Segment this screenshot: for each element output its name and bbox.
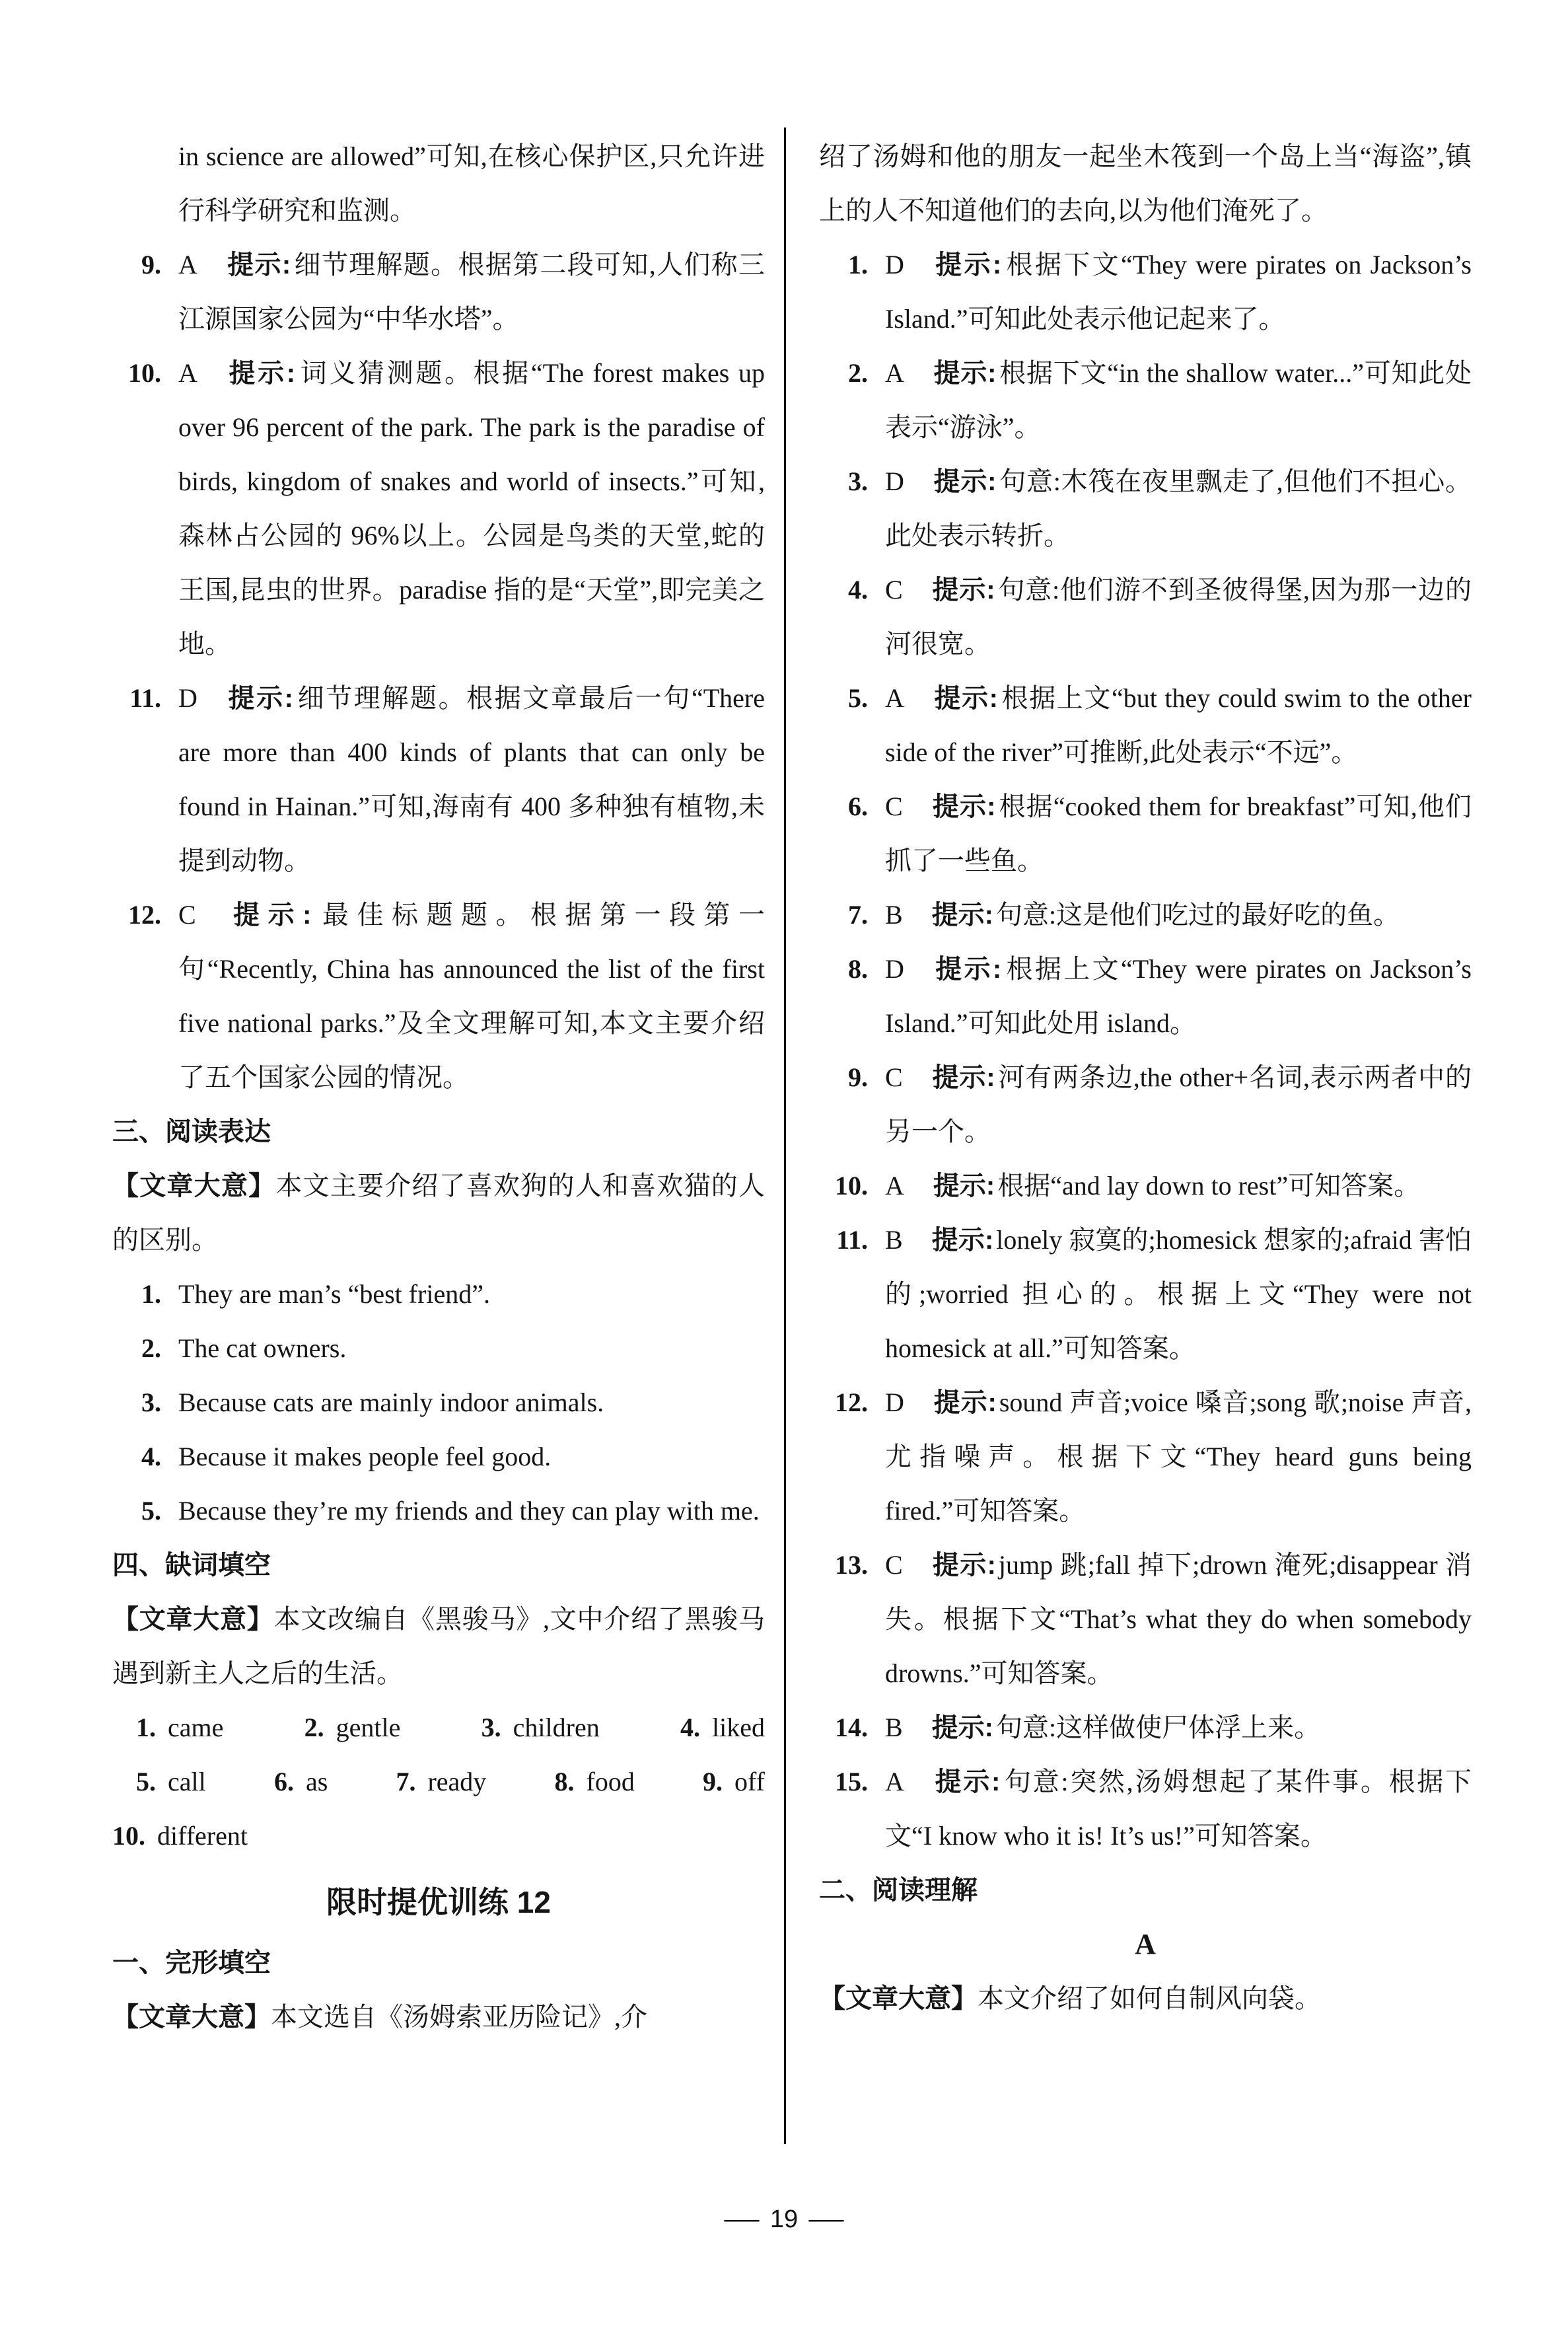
answer-item-6 <box>819 780 1472 888</box>
section-heading-reading-comprehension: 二、阅读理解 <box>819 1876 978 1905</box>
summary-text: 本文主要介绍了喜欢狗的人和喜欢猫的人的区别。 <box>112 1171 766 1255</box>
answer-letter: A <box>178 358 197 388</box>
answer-item-15 <box>819 1755 1472 1863</box>
answer-item-12 <box>819 1376 1472 1538</box>
answer-item-8 <box>819 942 1472 1051</box>
answer-item-5 <box>819 671 1472 780</box>
word-answer: 2. gentle <box>304 1713 401 1742</box>
word-answer: 1. came <box>136 1713 224 1742</box>
hint-label: 提示: <box>933 250 1002 279</box>
answer-item-4 <box>819 563 1472 671</box>
hint-label: 提示: <box>931 1551 996 1580</box>
item-number: 1. <box>141 1279 161 1309</box>
word-answer: 3. children <box>481 1713 600 1742</box>
answer-item-9 <box>819 1051 1472 1159</box>
answer-text: They are man’s “best friend”. <box>178 1279 491 1309</box>
item-number: 8. <box>848 954 868 984</box>
training-set-heading: 限时提优训练 12 <box>326 1885 551 1919</box>
hint-text: 根据上文“They were pirates on Jackson’s Island.”可知此处用 island。 <box>885 954 1472 1038</box>
item-number: 1. <box>848 250 868 279</box>
hint-text: 细节理解题。根据第二段可知,人们称三江源国家公园为“中华水塔”。 <box>178 250 765 334</box>
right-column <box>819 129 1472 2026</box>
item-number: 6. <box>848 792 868 821</box>
hint-text: 根据“and lay down to rest”可知答案。 <box>997 1171 1421 1200</box>
hint-text: lonely 寂寞的;homesick 想家的;afraid 害怕的;worried 担心的。根据上文“They were not homesick at all.”可知答案。 <box>885 1225 1472 1363</box>
hint-text: 根据下文“They were pirates on Jackson’s Island.”可知此处表示他记起来了。 <box>885 250 1472 334</box>
answer-item-13 <box>819 1538 1472 1701</box>
hint-label: 提示: <box>226 684 294 713</box>
answer-text: Because it makes people feel good. <box>178 1442 552 1471</box>
answer-item-11 <box>112 671 765 888</box>
hint-text: 句意:这样做使尸体浮上来。 <box>996 1713 1321 1742</box>
answer-letter: C <box>885 792 903 821</box>
summary-text: 本文介绍了如何自制风向袋。 <box>978 1983 1321 2013</box>
word-answer: 9. off <box>703 1767 765 1796</box>
passage-summary <box>112 1990 765 2044</box>
answer-item-4 <box>112 1430 765 1484</box>
answer-text: Because they’re my friends and they can play with me. <box>178 1496 760 1526</box>
word-answer: 7. ready <box>396 1767 487 1796</box>
summary-text: 本文改编自《黑骏马》,文中介绍了黑骏马遇到新主人之后的生活。 <box>112 1604 765 1688</box>
answer-letter: C <box>178 900 196 930</box>
item-number: 3. <box>141 1387 161 1417</box>
section-heading-word-fill: 四、缺词填空 <box>112 1551 271 1580</box>
item-number: 12. <box>128 900 161 930</box>
answer-item-1 <box>819 238 1472 346</box>
word-answer: 5. call <box>136 1767 206 1796</box>
word-answer: 6. as <box>273 1767 328 1796</box>
item-number: 4. <box>848 575 868 605</box>
answer-letter: A <box>885 683 904 713</box>
summary-label: 【文章大意】 <box>112 1605 274 1634</box>
hint-label: 提示: <box>933 359 997 388</box>
item-number: 15. <box>835 1767 868 1796</box>
answer-letter: D <box>885 954 904 984</box>
passage-summary <box>112 1592 765 1701</box>
paragraph-text: in science are allowed”可知,在核心保护区,只允许进行科学研究和监测。 <box>178 141 765 225</box>
column-divider <box>784 128 786 2144</box>
section-heading-cloze: 一、完形填空 <box>112 1948 271 1977</box>
answer-item-9 <box>112 238 765 346</box>
hint-label: 提示: <box>931 901 994 930</box>
answer-item-3 <box>819 455 1472 563</box>
summary-label: 【文章大意】 <box>819 1984 978 2013</box>
hint-label: 提示: <box>933 955 1002 984</box>
left-column <box>112 129 765 2044</box>
word-answer: 4. liked <box>680 1713 765 1742</box>
summary-text: 本文选自《汤姆索亚历险记》,介 <box>271 2002 647 2032</box>
hint-text: 词义猜测题。根据“The forest makes up over 96 percent of the park. The park is the paradise of birds, kingdom of snakes and world of insects.”可知,森林占公园的 96%以上。公园是鸟类的天堂,蛇的王国,昆虫的世界。paradise 指的是“天堂”,即完美之地。 <box>178 358 766 659</box>
hint-text: 河有两条边,the other+名词,表示两者中的另一个。 <box>885 1062 1472 1146</box>
summary-label: 【文章大意】 <box>112 2003 271 2032</box>
footer-right-dash: — <box>808 2205 844 2233</box>
hint-text: 句意:突然,汤姆想起了某件事。根据下文“I know who it is! It’s us!”可知答案。 <box>885 1767 1472 1851</box>
item-number: 13. <box>835 1550 868 1580</box>
hint-label: 提示: <box>931 575 995 605</box>
answer-letter: B <box>885 900 903 930</box>
hint-text: 细节理解题。根据文章最后一句“There are more than 400 kinds of plants that can only be found in Hainan.”可知,海南有 400 多种独有植物,未提到动物。 <box>178 683 766 875</box>
answer-text: The cat owners. <box>178 1333 347 1363</box>
answer-item-10 <box>819 1159 1472 1213</box>
item-number: 2. <box>141 1333 161 1363</box>
item-number: 7. <box>848 900 868 930</box>
answer-letter: B <box>885 1713 903 1742</box>
hint-label: 提示: <box>933 1171 995 1200</box>
passage-summary <box>819 1972 1472 2026</box>
answer-letter: D <box>885 250 904 279</box>
continuation-paragraph <box>819 129 1472 238</box>
item-number: 4. <box>141 1442 161 1471</box>
hint-text: 根据“cooked them for breakfast”可知,他们抓了一些鱼。 <box>885 792 1472 875</box>
hint-label: 提示: <box>226 250 291 279</box>
answer-letter: D <box>178 683 197 713</box>
answer-letter: C <box>885 575 903 605</box>
word-answer: 8. food <box>554 1767 635 1796</box>
answer-letter: A <box>885 1767 904 1796</box>
hint-label: 提示: <box>226 359 296 388</box>
hint-text: 最佳标题题。根据第一段第一句“Recently, China has announced the list of the first five national parks.”及全文理解可知,本文主要介绍了五个国家公园的情况。 <box>178 900 766 1092</box>
hint-text: 句意:木筏在夜里飘走了,但他们不担心。此处表示转折。 <box>885 466 1472 550</box>
item-number: 9. <box>141 250 161 279</box>
item-number: 11. <box>836 1225 868 1255</box>
hint-label: 提示: <box>933 1388 997 1417</box>
answer-letter: A <box>885 358 904 388</box>
item-number: 14. <box>835 1713 868 1742</box>
answer-letter: C <box>885 1062 903 1092</box>
footer-left-dash: — <box>724 2205 760 2233</box>
item-number: 5. <box>848 683 868 713</box>
item-number: 11. <box>129 683 161 713</box>
answer-item-10 <box>112 346 765 671</box>
hint-text: jump 跳;fall 掉下;drown 淹死;disappear 消失。根据下文“That’s what they do when somebody drowns.”可知答案。 <box>885 1550 1472 1688</box>
word-answers-row-2 <box>112 1755 765 1809</box>
continuation-paragraph <box>112 129 765 238</box>
word-answers-row-1 <box>112 1701 765 1755</box>
hint-text: sound 声音;voice 嗓音;song 歌;noise 声音,尤指噪声。根据下文“They heard guns being fired.”可知答案。 <box>885 1387 1472 1526</box>
hint-label: 提示: <box>931 1226 994 1255</box>
hint-text: 句意:这是他们吃过的最好吃的鱼。 <box>996 900 1400 930</box>
passage-summary <box>112 1159 765 1267</box>
hint-text: 根据上文“but they could swim to the other side of the river”可推断,此处表示“不远”。 <box>885 683 1472 767</box>
answer-item-1 <box>112 1267 765 1321</box>
page-footer <box>0 2205 1568 2234</box>
answer-letter: A <box>885 1171 904 1200</box>
answer-letter: A <box>178 250 197 279</box>
item-number: 10. <box>128 358 161 388</box>
answer-letter: D <box>885 466 904 496</box>
hint-label: 提示: <box>931 1063 995 1092</box>
hint-label: 提示: <box>931 1713 994 1742</box>
hint-label: 提示: <box>225 901 312 930</box>
section-heading-reading-expression: 三、阅读表达 <box>112 1117 271 1146</box>
hint-text: 句意:他们游不到圣彼得堡,因为那一边的河很宽。 <box>885 575 1472 659</box>
answer-item-5 <box>112 1484 765 1538</box>
word-answer: 10. different <box>112 1821 248 1851</box>
hint-label: 提示: <box>933 684 998 713</box>
summary-label: 【文章大意】 <box>112 1171 276 1200</box>
hint-text: 根据下文“in the shallow water...”可知此处表示“游泳”。 <box>885 358 1472 442</box>
answer-item-7 <box>819 888 1472 942</box>
answer-item-12 <box>112 888 765 1105</box>
answer-item-2 <box>112 1321 765 1376</box>
item-number: 9. <box>848 1062 868 1092</box>
hint-label: 提示: <box>931 792 996 821</box>
item-number: 10. <box>835 1171 868 1200</box>
hint-label: 提示: <box>933 1767 1001 1796</box>
item-number: 2. <box>848 358 868 388</box>
answer-letter: C <box>885 1550 903 1580</box>
page-number: 19 <box>769 2205 799 2233</box>
passage-letter-heading: A <box>1135 1928 1156 1960</box>
item-number: 5. <box>141 1496 161 1526</box>
word-answers-row-3 <box>112 1809 765 1863</box>
paragraph-text: 绍了汤姆和他的朋友一起坐木筏到一个岛上当“海盗”,镇上的人不知道他们的去向,以为他们淹死了。 <box>819 141 1472 225</box>
answer-item-3 <box>112 1376 765 1430</box>
answer-letter: B <box>885 1225 903 1255</box>
answer-item-11 <box>819 1213 1472 1376</box>
item-number: 12. <box>835 1387 868 1417</box>
answer-text: Because cats are mainly indoor animals. <box>178 1387 604 1417</box>
answer-item-14 <box>819 1701 1472 1755</box>
item-number: 3. <box>848 466 868 496</box>
answer-item-2 <box>819 346 1472 455</box>
hint-label: 提示: <box>933 467 997 496</box>
answer-letter: D <box>885 1387 904 1417</box>
